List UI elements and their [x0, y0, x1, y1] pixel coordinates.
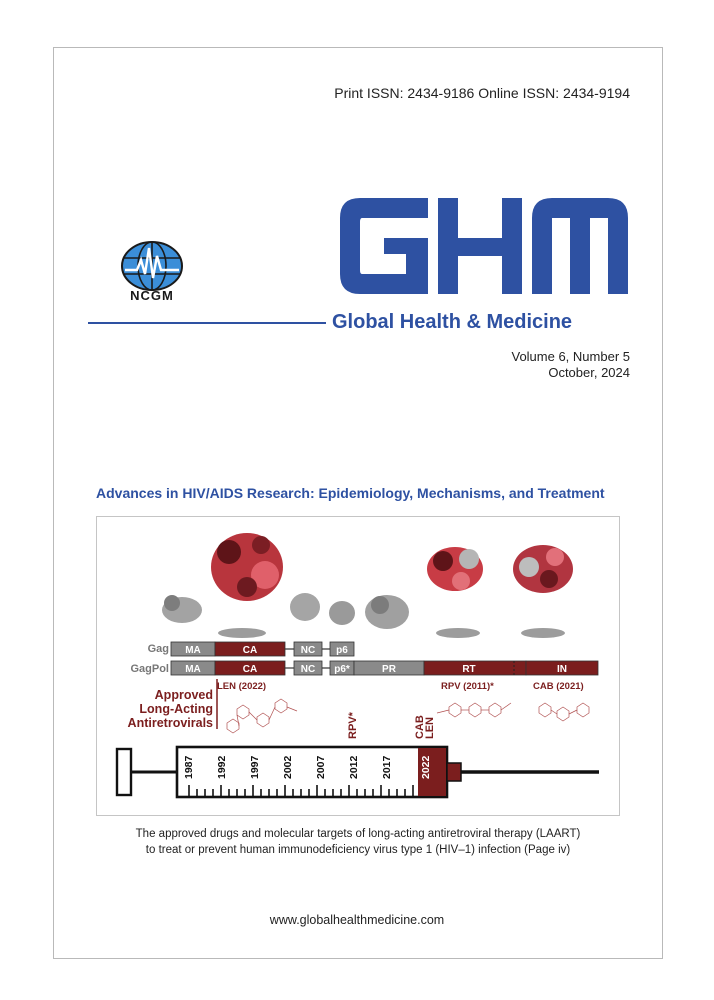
syringe-year-2017: 2017	[381, 755, 393, 779]
protein-structures	[162, 533, 573, 638]
cover-figure	[96, 516, 620, 816]
syringe-year-2002: 2002	[282, 755, 294, 779]
website-link[interactable]: www.globalhealthmedicine.com	[269, 913, 445, 927]
gag-ma-label: MA	[185, 645, 201, 656]
approved-label-line2: Long-Acting	[139, 702, 213, 716]
syringe-year-1992: 1992	[216, 755, 228, 779]
syringe-year-2022: 2022	[420, 755, 432, 779]
caption-line-1: The approved drugs and molecular targets of long-acting antiretroviral therapy (LAART)	[135, 828, 581, 840]
gag-p6-label: p6	[336, 645, 348, 656]
syringe-year-2007: 2007	[315, 755, 327, 779]
gagpol-in-label: IN	[557, 664, 567, 675]
header-rule	[88, 322, 326, 324]
feature-title: Advances in HIV/AIDS Research: Epidemiology, Mechanisms, and Treatment	[96, 485, 605, 501]
ncgm-logo-text: NCGM	[130, 288, 174, 303]
drug-rpv-label: RPV (2011)*	[441, 681, 494, 692]
issn-line: Print ISSN: 2434-9186 Online ISSN: 2434-9194	[334, 85, 630, 101]
syringe-year-1987: 1987	[183, 755, 195, 779]
figure-caption	[96, 826, 620, 858]
issue-info	[511, 349, 630, 381]
gagpol-ca-label: CA	[242, 664, 258, 675]
gagpol-row-label: GagPol	[130, 663, 169, 675]
chemical-structures	[227, 699, 589, 733]
issue-date: October, 2024	[548, 365, 630, 380]
ghm-logo	[332, 192, 632, 300]
syringe-marker-len: LEN	[424, 717, 436, 739]
caption-line-2: to treat or prevent human immunodeficiency virus type 1 (HIV–1) infection (Page iv)	[145, 844, 571, 856]
gagpol-rt-label: RT	[462, 664, 476, 675]
figure-illustration	[97, 517, 620, 816]
syringe-marker-cab: CAB	[414, 715, 426, 739]
gagpol-ma-label: MA	[185, 664, 201, 675]
gag-nc-label: NC	[300, 645, 316, 656]
issue-volume: Volume 6, Number 5	[511, 349, 630, 364]
cover-frame	[53, 47, 663, 959]
gagpol-pr-label: PR	[382, 664, 396, 675]
journal-name: Global Health & Medicine	[332, 311, 573, 333]
approved-label-line3: Antiretrovirals	[127, 716, 213, 730]
gagpol-nc-label: NC	[300, 664, 316, 675]
approved-label-line1: Approved	[154, 688, 213, 702]
syringe-year-2012: 2012	[348, 755, 360, 779]
gagpol-p6star-label: p6*	[334, 664, 350, 675]
drug-cab-label: CAB (2021)	[533, 681, 584, 692]
syringe-year-1997: 1997	[249, 755, 261, 779]
drug-len-label: LEN (2022)	[217, 681, 267, 692]
gag-row-label: Gag	[147, 643, 169, 655]
gag-ca-label: CA	[242, 645, 258, 656]
syringe-marker-rpv: RPV*	[347, 712, 359, 739]
